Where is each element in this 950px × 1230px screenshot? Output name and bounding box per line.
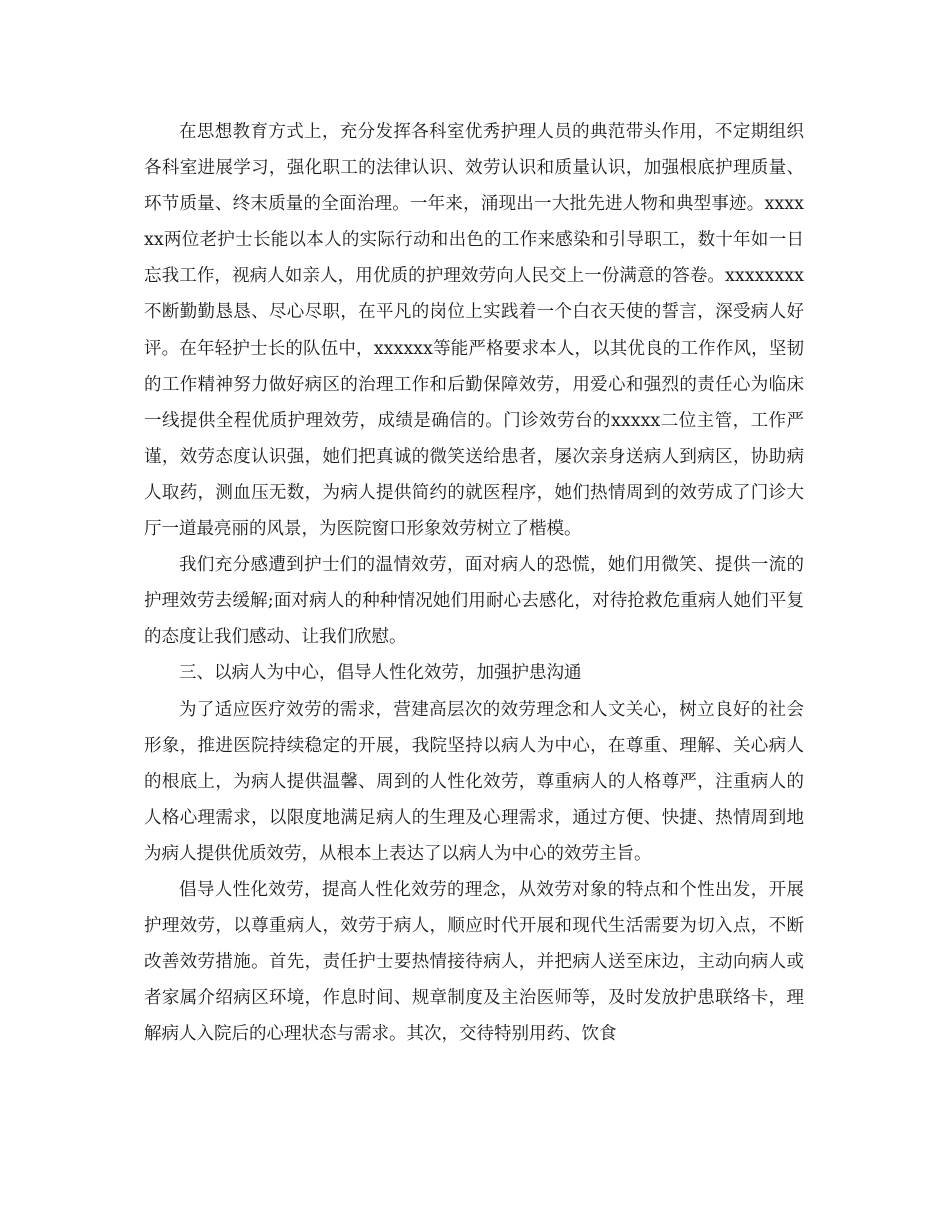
- document-body: [144, 114, 804, 1052]
- paragraph-ideological-education: 在思想教育方式上，充分发挥各科室优秀护理人员的典范带头作用，不定期组织各科室进展学习，强化职工的法律认识、效劳认识和质量认识，加强根底护理质量、环节质量、终末质量的全面治理。一年来，涌现出一大批先进人物和典型事迹。xxxxxx两位老护士长能以本人的实际行动和出色的工作来感染和引导职工，数十年如一日忘我工作，视病人如亲人，用优质的护理效劳向人民交上一份满意的答卷。xxxxxxxx不断勤勤恳恳、尽心尽职，在平凡的岗位上实践着一个白衣天使的誓言，深受病人好评。在年轻护士长的队伍中，xxxxxx等能严格要求本人，以其优良的工作作风，坚韧的工作精神努力做好病区的治理工作和后勤保障效劳，用爱心和强烈的责任心为临床一线提供全程优质护理效劳，成绩是确信的。门诊效劳台的xxxxx二位主管，工作严谨，效劳态度认识强，她们把真诚的微笑送给患者，屡次亲身送病人到病区，协助病人取药，测血压无数，为病人提供简约的就医程序，她们热情周到的效劳成了门诊大厅一道最亮丽的风景，为医院窗口形象效劳树立了楷模。: [144, 122, 804, 540]
- paragraph-warm-service: 我们充分感遭到护士们的温情效劳，面对病人的恐慌，她们用微笑、提供一流的护理效劳去缓解;面对病人的种种情况她们用耐心去感化，对待抢救危重病人她们平复的态度让我们感动、让我们欣慰。: [144, 555, 804, 648]
- section-heading-patient-centered: 三、以病人为中心，倡导人性化效劳，加强护患沟通: [179, 663, 582, 684]
- paragraph-service-concept: 为了适应医疗效劳的需求，营建高层次的效劳理念和人文关心，树立良好的社会形象，推进医院持续稳定的开展，我院坚持以病人为中心，在尊重、理解、关心病人的根底上，为病人提供温馨、周到的人性化效劳，尊重病人的人格尊严，注重病人的人格心理需求，以限度地满足病人的生理及心理需求，通过方便、快捷、热情周到地为病人提供优质效劳，从根本上表达了以病人为中心的效劳主旨。: [144, 699, 804, 864]
- paragraph-humanized-service: 倡导人性化效劳，提高人性化效劳的理念，从效劳对象的特点和个性出发，开展护理效劳，以尊重病人，效劳于病人，顺应时代开展和现代生活需要为切入点，不断改善效劳措施。首先，责任护士要热情接待病人，并把病人送至床边，主动向病人或者家属介绍病区环境，作息时间、规章制度及主治医师等，及时发放护患联络卡，理解病人入院后的心理状态与需求。其次，交待特别用药、饮食: [144, 879, 804, 1045]
